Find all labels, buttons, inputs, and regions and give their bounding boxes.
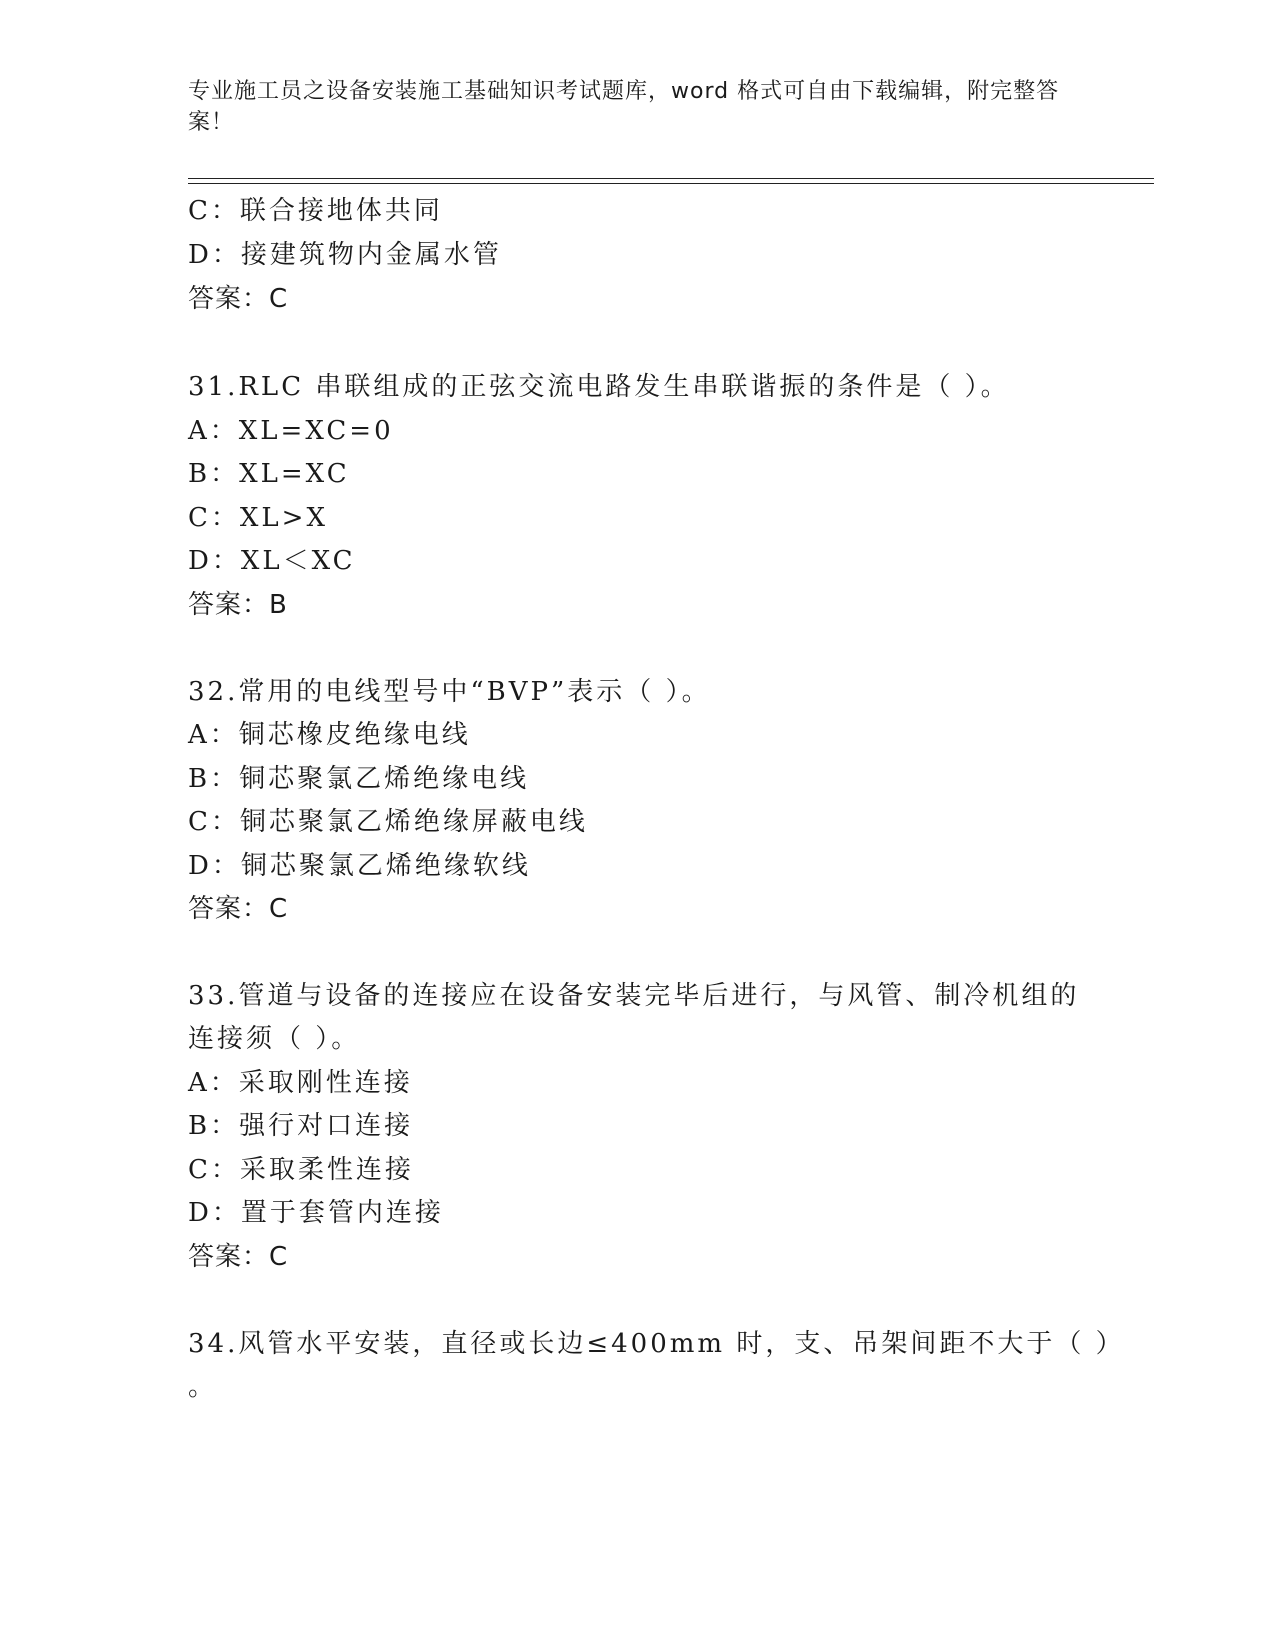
- header-divider-top: [188, 178, 1154, 179]
- q31-option-b: B：XL=XC: [188, 459, 350, 489]
- q30-option-d: D：接建筑物内金属水管: [188, 240, 502, 270]
- q33-option-a: A：采取刚性连接: [188, 1068, 413, 1098]
- document-header: 专业施工员之设备安装施工基础知识考试题库，word 格式可自由下载编辑，附完整答案！: [188, 79, 1060, 135]
- q34-stem-line1: 34.风管水平安装，直径或长边≤400mm 时，支、吊架间距不大于（ ）: [188, 1329, 1125, 1359]
- q33-option-c: C：采取柔性连接: [188, 1155, 414, 1185]
- q32-option-a: A：铜芯橡皮绝缘电线: [188, 720, 471, 750]
- q31-option-d: D：XL＜XC: [188, 546, 356, 576]
- q33-stem-line1: 33.管道与设备的连接应在设备安装完毕后进行，与风管、制冷机组的: [188, 981, 1080, 1011]
- q33-option-d: D：置于套管内连接: [188, 1198, 444, 1228]
- q34-stem-line2: 。: [188, 1372, 218, 1402]
- q31-option-a: A：XL=XC=0: [188, 416, 394, 446]
- q30-option-c: C：联合接地体共同: [188, 196, 443, 226]
- q32-answer: 答案：C: [188, 894, 289, 924]
- q33-stem-line2: 连接须（ ）。: [188, 1024, 361, 1054]
- q30-answer: 答案：C: [188, 284, 289, 314]
- q32-stem: 32.常用的电线型号中“BVP”表示（ ）。: [188, 677, 711, 707]
- q31-option-c: C：XL>X: [188, 503, 328, 533]
- q31-answer: 答案：B: [188, 590, 288, 620]
- q32-option-d: D：铜芯聚氯乙烯绝缘软线: [188, 851, 531, 881]
- header-divider-bottom: [188, 183, 1154, 184]
- q32-option-c: C：铜芯聚氯乙烯绝缘屏蔽电线: [188, 807, 588, 837]
- q33-option-b: B：强行对口连接: [188, 1111, 414, 1141]
- q32-option-b: B：铜芯聚氯乙烯绝缘电线: [188, 764, 530, 794]
- q33-answer: 答案：C: [188, 1242, 289, 1272]
- q31-stem: 31.RLC 串联组成的正弦交流电路发生串联谐振的条件是（ ）。: [188, 372, 1010, 402]
